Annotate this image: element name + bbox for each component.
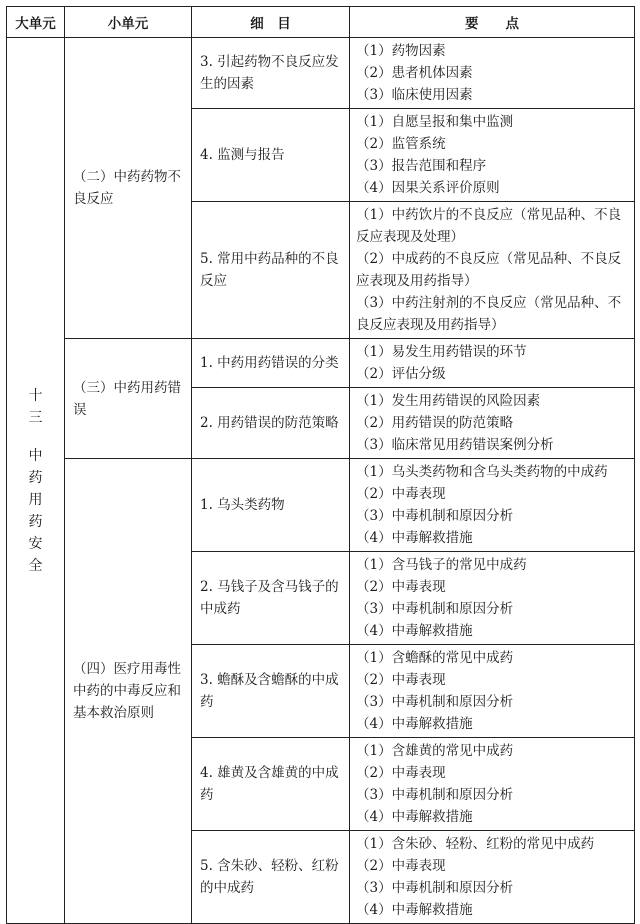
point-item: （4）中毒解救措施 (356, 530, 473, 546)
point-item: （1）含马钱子的常见中成药 (356, 557, 527, 573)
point-item: （3）中毒机制和原因分析 (356, 508, 514, 524)
table-row (7, 38, 635, 109)
detail-cell (192, 339, 350, 388)
header-unit: 大单元 (7, 7, 65, 38)
detail-cell (192, 109, 350, 202)
point-item: （1）含雄黄的常见中成药 (356, 743, 514, 759)
point-item: （2）用药错误的防范策略 (356, 415, 514, 431)
point-item: （2）中毒表现 (356, 765, 446, 781)
point-item: （4）中毒解救措施 (356, 623, 473, 639)
point-item: （3）中药注射剂的不良反应（常见品种、不良反应表现及用药指导） (356, 295, 622, 333)
header-subunit: 小单元 (65, 7, 192, 38)
point-item: （3）中毒机制和原因分析 (356, 787, 514, 803)
table-row (7, 339, 635, 388)
unit-title: 中药用药安全 (28, 447, 43, 574)
point-item: （1）药物因素 (356, 43, 446, 59)
syllabus-table (6, 6, 635, 924)
point-item: （3）报告范围和程序 (356, 158, 487, 174)
point-item: （1）乌头类药物和含乌头类药物的中成药 (356, 464, 608, 480)
point-item: （2）监管系统 (356, 136, 446, 152)
point-item: （4）中毒解救措施 (356, 902, 473, 918)
detail-cell (192, 388, 350, 459)
point-item: （4）中毒解救措施 (356, 809, 473, 825)
points-cell (350, 388, 635, 459)
header-detail: 细 目 (192, 7, 350, 38)
point-item: （2）评估分级 (356, 366, 446, 382)
detail-title: 1. 乌头类药物 (200, 497, 285, 513)
subunit-label: （四）医疗用毒性中药的中毒反应和基本救治原则 (73, 661, 181, 721)
table-row (7, 459, 635, 552)
detail-title: 2. 马钱子及含马钱子的中成药 (200, 579, 339, 617)
detail-cell (192, 38, 350, 109)
points-cell (350, 339, 635, 388)
unit-number: 十三 (28, 387, 43, 426)
detail-cell (192, 645, 350, 738)
points-cell (350, 459, 635, 552)
detail-cell (192, 831, 350, 924)
subunit-label: （二）中药药物不良反应 (73, 169, 181, 207)
points-cell (350, 552, 635, 645)
detail-title: 4. 雄黄及含雄黄的中成药 (200, 765, 339, 803)
table-body (7, 38, 635, 924)
points-cell (350, 738, 635, 831)
point-item: （3）临床常见用药错误案例分析 (356, 437, 554, 453)
point-item: （1）易发生用药错误的环节 (356, 344, 527, 360)
point-item: （2）中毒表现 (356, 672, 446, 688)
detail-title: 4. 监测与报告 (200, 147, 285, 163)
point-item: （3）中毒机制和原因分析 (356, 880, 514, 896)
detail-title: 3. 蟾酥及含蟾酥的中成药 (200, 672, 339, 710)
point-item: （3）中毒机制和原因分析 (356, 694, 514, 710)
points-cell (350, 645, 635, 738)
points-cell (350, 202, 635, 339)
subunit-cell (65, 339, 192, 459)
detail-title: 5. 常用中药品种的不良反应 (200, 251, 339, 289)
point-item: （1）发生用药错误的风险因素 (356, 393, 541, 409)
detail-title: 3. 引起药物不良反应发生的因素 (200, 54, 339, 92)
point-item: （2）中毒表现 (356, 579, 446, 595)
points-cell (350, 831, 635, 924)
detail-cell (192, 738, 350, 831)
subunit-cell (65, 38, 192, 339)
subunit-label: （三）中药用药错误 (73, 379, 181, 418)
detail-cell (192, 552, 350, 645)
points-cell (350, 38, 635, 109)
detail-title: 5. 含朱砂、轻粉、红粉的中成药 (200, 858, 339, 896)
detail-title: 1. 中药用药错误的分类 (200, 355, 339, 371)
point-item: （1）含蟾酥的常见中成药 (356, 650, 514, 666)
detail-cell (192, 202, 350, 339)
point-item: （1）自愿呈报和集中监测 (356, 114, 514, 130)
point-item: （2）中成药的不良反应（常见品种、不良反应表现及用药指导） (356, 251, 622, 289)
point-item: （1）中药饮片的不良反应（常见品种、不良反应表现及处理） (356, 207, 622, 245)
points-cell (350, 109, 635, 202)
subunit-cell (65, 459, 192, 924)
header-points: 要 点 (350, 7, 635, 38)
point-item: （4）因果关系评价原则 (356, 180, 500, 196)
header-row (7, 7, 635, 38)
point-item: （2）患者机体因素 (356, 65, 473, 81)
point-item: （2）中毒表现 (356, 858, 446, 874)
point-item: （3）临床使用因素 (356, 87, 473, 103)
point-item: （4）中毒解救措施 (356, 716, 473, 732)
unit-cell (7, 38, 65, 924)
detail-title: 2. 用药错误的防范策略 (200, 415, 339, 431)
detail-cell (192, 459, 350, 552)
point-item: （1）含朱砂、轻粉、红粉的常见中成药 (356, 836, 595, 852)
point-item: （3）中毒机制和原因分析 (356, 601, 514, 617)
point-item: （2）中毒表现 (356, 486, 446, 502)
